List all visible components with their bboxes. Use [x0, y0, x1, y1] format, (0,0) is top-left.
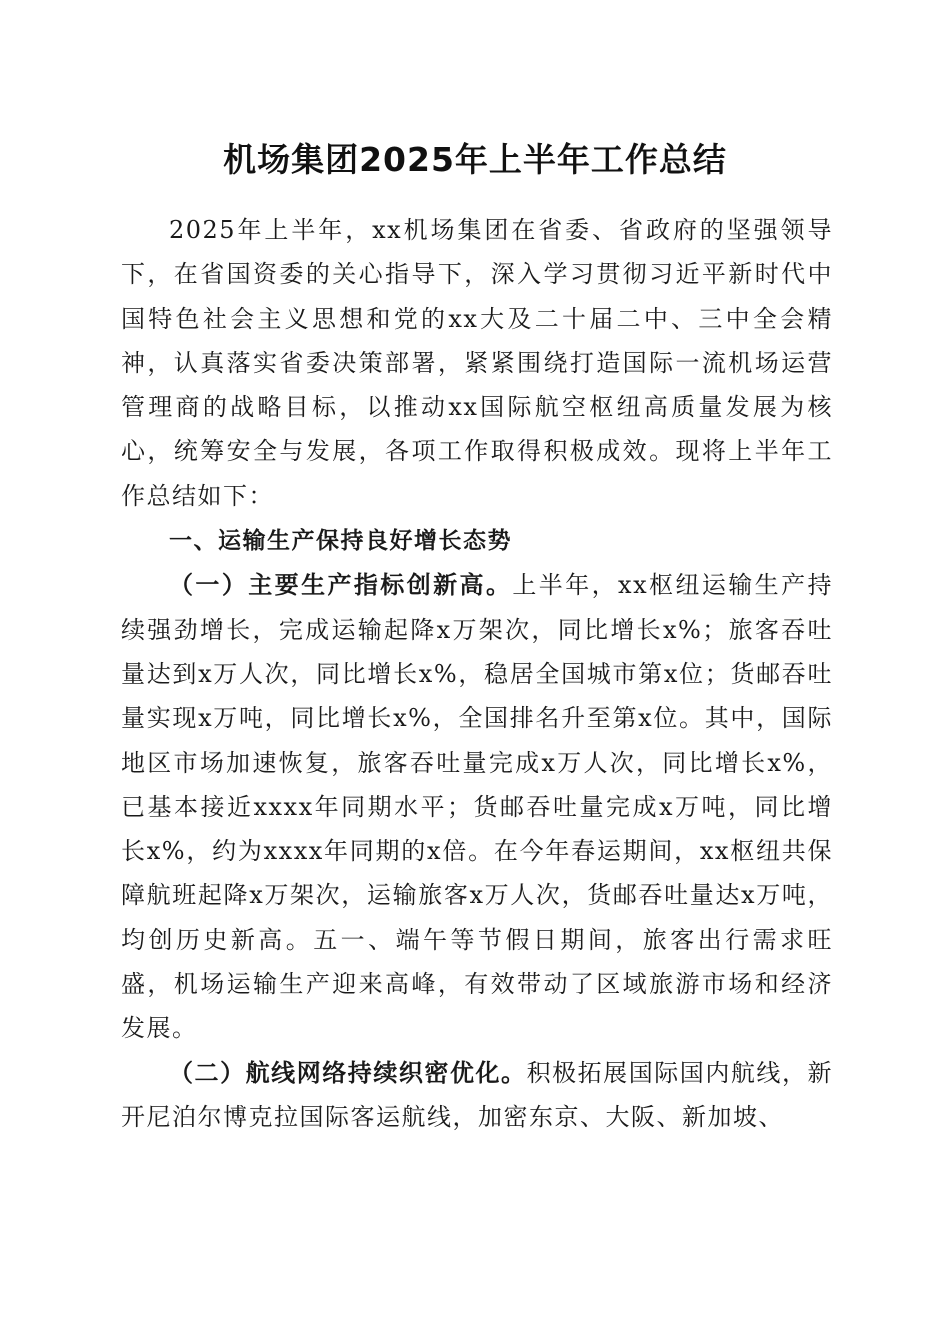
intro-paragraph: 2025年上半年，xx机场集团在省委、省政府的坚强领导下，在省国资委的关心指导下，深入学习贯彻习近平新时代中国特色社会主义思想和党的xx大及二十届二中、三中全会精神，认真落实省委决策部署，紧紧围绕打造国际一流机场运营管理商的战略目标，以推动xx国际航空枢纽高质量发展为核心，统筹安全与发展，各项工作取得积极成效。现将上半年工作总结如下： [121, 216, 833, 510]
paragraph-1-2-body: 积极拓展国际国内航线，新开尼泊尔博克拉国际客运航线，加密东京、大阪、新加坡、 [121, 1058, 834, 1131]
paragraph-1-2-lead: （二）航线网络持续织密优化。 [169, 1057, 527, 1087]
paragraph-1-1 [121, 563, 833, 1050]
document-body [121, 208, 833, 1139]
paragraph-1-1-body: 上半年，xx枢纽运输生产持续强劲增长，完成运输起降x万架次，同比增长x%；旅客吞吐量达到x万人次，同比增长x%，稳居全国城市第x位；货邮吞吐量实现x万吨，同比增长x%，全国排名升至第x位。其中，国际地区市场加速恢复，旅客吞吐量完成x万人次，同比增长x%，已基本接近xxxx年同期水平；货邮吞吐量完成x万吨，同比增长x%，约为xxxx年同期的x倍。在今年春运期间，xx枢纽共保障航班起降x万架次，运输旅客x万人次，货邮吞吐量达x万吨，均创历史新高。五一、端午等节假日期间，旅客出行需求旺盛，机场运输生产迎来高峰，有效带动了区域旅游市场和经济发展。 [121, 571, 833, 1043]
section-heading-1 [121, 518, 833, 563]
paragraph-1-1-lead: （一）主要生产指标创新高。 [169, 570, 513, 600]
document-title: 机场集团2025年上半年工作总结 [223, 140, 727, 179]
section-heading-1-text: 一、运输生产保持良好增长态势 [169, 528, 512, 555]
paragraph-1-2 [121, 1051, 833, 1140]
